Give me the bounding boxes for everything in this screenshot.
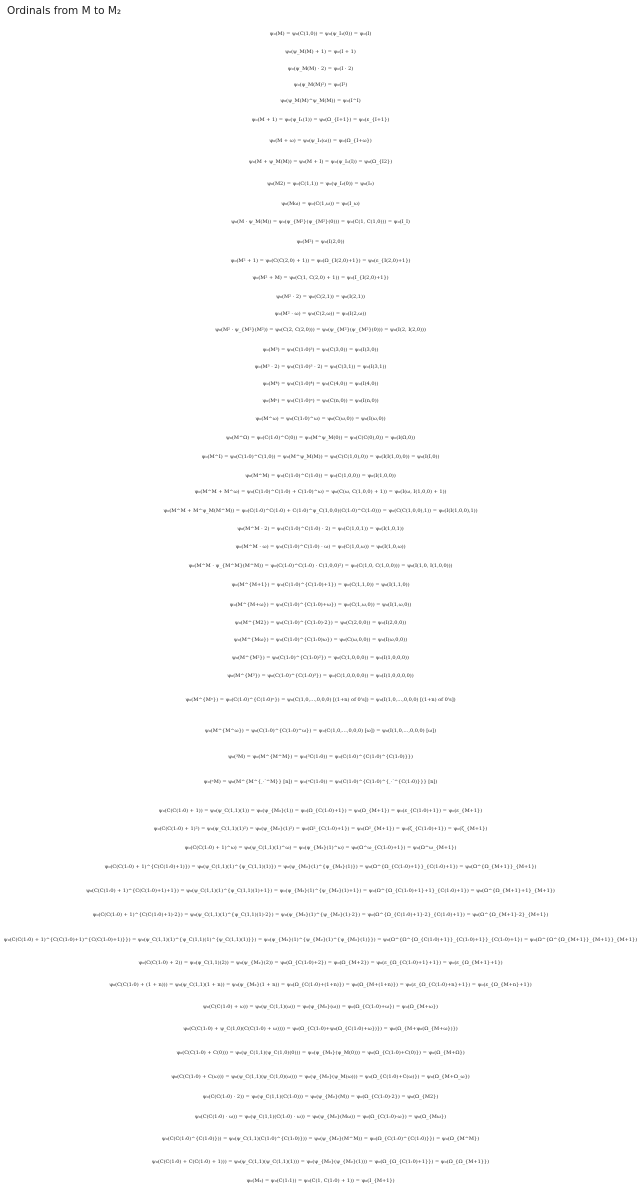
formula-line: ψ₀(M² + M) = ψ₀(C(1, C(2,0) + 1)) = ψ₀(I_{I(2,0)+1}) — [252, 274, 389, 281]
formula-line: ψ₀(M + 1) = ψ₀(ψ_I₁(1)) = ψ₀(Ω_{I+1}) = ψ₀(ε_{I+1}) — [251, 116, 390, 123]
formula-line: ψ₀(M^{M2}) = ψ₀(C(1:0)^{C(1:0)·2}) = ψ₀(C(2,0,0)) = ψ₀(I(2,0,0)) — [234, 619, 407, 626]
formula-line: ψ₀(C(C(1:0) · ω)) = ψ₀(ψ_C(1,1)(C(1:0) · ω)) = ψ₀(ψ_{M₂}(Mω)) = ψ₀(Ω_{C(1:0)·ω}) = ψ₀(Ω_{Mω}) — [194, 1113, 447, 1120]
formula-line: ψ₀(C(C(1:0) + 2)) = ψ₀(ψ_C(1,1)(2)) = ψ₀(ψ_{M₂}(2)) = ψ₀(Ω_{C(1:0)+2}) = ψ₀(Ω_{M+2}) = ψ₀(ε_{Ω_{C(1:0)+1}+1}) = ψ₀(ε_{Ω_{M+1}+1}) — [138, 959, 503, 966]
formula-line: ψ₀(M³) = ψ₀(C(1:0)³) = ψ₀(C(3,0)) = ψ₀(I(3,0)) — [262, 346, 379, 353]
formula-line: ψ₀(C(C(1:0) + (1 + n))) = ψ₀(ψ_C(1,1)(1 + n)) = ψ₀(ψ_{M₂}(1 + n)) = ψ₀(Ω_{C(1:0)+(1+n)}) = ψ₀(Ω_{M+(1+n)}) = ψ₀(ε_{Ω_{C(1:0)+n}+1}) = ψ₀(ε_{Ω_{M+n}+1}) — [109, 981, 532, 988]
formula-line: ψ₀(C(C(1:0) + 1)^{C(C(1:0)+1)+1}) = ψ₀(ψ_C(1,1)(1)^{ψ_C(1,1)(1)+1}) = ψ₀(ψ_{M₂}(1)^{ψ_{M₂}(1)+1}) = ψ₀(Ω^{Ω_{C(1:0)+1}+1}_{C(1:0)+1}) = ψ₀(Ω^{Ω_{M+1}+1}_{M+1}) — [86, 887, 555, 894]
formula-line: ψ₀(M⁴) = ψ₀(C(1:0)⁴) = ψ₀(C(4,0)) = ψ₀(I(4,0)) — [262, 380, 379, 387]
page-title: Ordinals from M to M₂ — [7, 5, 122, 17]
formula-line: ψ₀(M^M) = ψ₀(C(1:0)^C(1:0)) = ψ₀(C(1,0,0)) = ψ₀(I(1,0,0)) — [245, 472, 396, 479]
formula-line: ψ₀(M² + 1) = ψ₀(C(C(2,0) + 1)) = ψ₀(Ω_{I(2,0)+1}) = ψ₀(ε_{I(2,0)+1}) — [230, 257, 411, 264]
formula-line: ψ₀(M^{M+1}) = ψ₀(C(1:0)^{C(1:0)+1}) = ψ₀(C(1,1,0)) = ψ₀(I(1,1,0)) — [231, 581, 410, 588]
formula-line: ψ₀(C(C(1:0) + C(ω))) = ψ₀(ψ_C(1,1)(ψ_C(1,0)(ω))) = ψ₀(ψ_{M₂}(ψ_M(ω))) = ψ₀(Ω_{C(1:0)+C(ω)}) = ψ₀(Ω_{M+Ω_ω}) — [171, 1073, 470, 1080]
formula-line: ψ₀(ⁿM) = ψ₀(M^{M^{⋰^M}} [n]) = ψ₀(ⁿC(1:0)) = ψ₀(C(1:0)^{C(1:0)^{⋰^{C(1:0)}}} [n]) — [203, 778, 438, 785]
formula-line: ψ₀(M² · ω) = ψ₀(C(2,ω)) = ψ₀(I(2,ω)) — [274, 310, 367, 317]
formula-line: ψ₀(M² · 2) = ψ₀(C(2,1)) = ψ₀(I(2,1)) — [276, 293, 365, 300]
formula-line: ψ₀(C(C(1:0) + 1)^{C(C(1:0)+1)}) = ψ₀(ψ_C(1,1)(1)^{ψ_C(1,1)(1)}) = ψ₀(ψ_{M₂}(1)^{ψ_{M₂}(1)}) = ψ₀(Ω^{Ω_{C(1:0)+1}}_{C(1:0)+1}) = ψ₀(Ω^{Ω_{M+1}}_{M+1}) — [104, 863, 537, 870]
formula-line: ψ₀(C(C(1:0) + C(0))) = ψ₀(ψ_C(1,1)(ψ_C(1,0)(0))) = ψ₀(ψ_{M₂}(ψ_M(0))) = ψ₀(Ω_{C(1:0)+C(0)}) = ψ₀(Ω_{M+Ω}) — [176, 1049, 465, 1056]
formula-line: ψ₀(C(C(1:0) + ω)) = ψ₀(ψ_C(1,1)(ω)) = ψ₀(ψ_{M₂}(ω)) = ψ₀(Ω_{C(1:0)+ω}) = ψ₀(Ω_{M+ω}) — [203, 1003, 438, 1010]
formula-line: ψ₀(M^{M+ω}) = ψ₀(C(1:0)^{C(1:0)+ω}) = ψ₀(C(1,ω,0)) = ψ₀(I(1,ω,0)) — [229, 601, 412, 608]
formula-line: ψ₀(M^M + M^ω) = ψ₀(C(1:0)^C(1:0) + C(1:0)^ω) = ψ₀(C(ω, C(1,0,0) + 1)) = ψ₀(I(ω, I(1,0,0) + 1)) — [194, 488, 447, 495]
formula-line: ψ₀(ψ_M(M)^ψ_M(M)) = ψ₀(I^I) — [280, 97, 361, 104]
formula-line: ψ₀(M^{M^ω}) = ψ₀(C(1:0)^{C(1:0)^ω}) = ψ₀(C(1,0,…,0,0,0) [ω]) = ψ₀(I(1,0,…,0,0,0) [ω]) — [204, 727, 437, 734]
formula-line: ψ₀(ψ_M(M) · 2) = ψ₀(I · 2) — [287, 65, 354, 72]
formula-line: ψ₀(Mⁿ) = ψ₀(C(1:0)ⁿ) = ψ₀(C(n,0)) = ψ₀(I(n,0)) — [262, 397, 379, 404]
formula-line: ψ₀(M^{Mω}) = ψ₀(C(1:0)^{C(1:0)ω}) = ψ₀(C(ω,0,0)) = ψ₀(I(ω,0,0)) — [233, 636, 408, 643]
formula-line: ψ₀(M³ · 2) = ψ₀(C(1:0)³ · 2) = ψ₀(C(3,1)) = ψ₀(I(3,1)) — [254, 363, 387, 370]
formula-line: ψ₀(³M) = ψ₀(M^{M^M}) = ψ₀(³C(1:0)) = ψ₀(C(1:0)^{C(1:0)^{C(1:0)}}) — [228, 753, 413, 760]
formula-line: ψ₀(M · ψ_M(M)) = ψ₀(ψ_{M²}(ψ_{M²}(0))) = ψ₀(C(1, C(1,0))) = ψ₀(I_I) — [231, 218, 410, 225]
formula-line: ψ₀(M²) = ψ₀(I(2,0)) — [296, 238, 345, 245]
formula-line: ψ₀(C(C(1:0) + 1)²) = ψ₀(ψ_C(1,1)(1)²) = ψ₀(ψ_{M₂}(1)²) = ψ₀(Ω²_{C(1:0)+1}) = ψ₀(Ω²_{M+1}) = ψ₀(ζ_{C(1:0)+1}) = ψ₀(ζ_{M+1}) — [153, 825, 488, 832]
formula-line: ψ₀(M^Ω) = ψ₀(C(1:0)^C(0)) = ψ₀(M^ψ_M(0)) = ψ₀(C(C(0),0)) = ψ₀(I(Ω,0)) — [225, 434, 416, 441]
formula-line: ψ₀(C(C(1:0) + 1)^{C(C(1:0)+1)·2}) = ψ₀(ψ_C(1,1)(1)^{ψ_C(1,1)(1)·2}) = ψ₀(ψ_{M₂}(1)^{ψ_{M₂}(1)·2}) = ψ₀(Ω^{Ω_{C(1:0)+1}·2}_{C(1:0)+1}) = ψ₀(Ω^{Ω_{M+1}·2}_{M+1}) — [92, 911, 549, 918]
formula-line: ψ₀(ψ_M(M) + 1) = ψ₀(I + 1) — [285, 48, 356, 55]
formula-line: ψ₀(M2) = ψ₀(C(1,1)) = ψ₀(ψ_I₂(0)) = ψ₀(I₂) — [267, 180, 374, 187]
formula-line: ψ₀(M + ψ_M(M)) = ψ₀(M + I) = ψ₀(ψ_I₁(I)) = ψ₀(Ω_{I2}) — [248, 158, 393, 165]
formula-line: ψ₀(C(C(1:0) + 1)^ω) = ψ₀(ψ_C(1,1)(1)^ω) = ψ₀(ψ_{M₂}(1)^ω) = ψ₀(Ω^ω_{C(1:0)+1}) = ψ₀(Ω^ω_{M+1}) — [184, 844, 457, 851]
formula-line: ψ₀(M^{M³}) = ψ₀(C(1:0)^{C(1:0)³}) = ψ₀(C(1,0,0,0,0)) = ψ₀(I(1,0,0,0,0)) — [227, 672, 414, 679]
formula-line: ψ₀(M^M · ψ_{M^M}(M^M)) = ψ₀(C(1:0)^C(1:0) · C(1,0,0)²) = ψ₀(C(1,0, C(1,0,0))) = ψ₀(I(1,0, I(1,0,0))) — [188, 562, 453, 569]
formula-line: ψ₀(M^M · ω) = ψ₀(C(1:0)^C(1:0) · ω) = ψ₀(C(1,0,ω)) = ψ₀(I(1,0,ω)) — [235, 543, 406, 550]
formula-line: ψ₀(M^{Mⁿ}) = ψ₀(C(1:0)^{C(1:0)ⁿ}) = ψ₀(C(1,0,…,0,0,0) [(1+n) of 0's]) = ψ₀(I(1,0,…,0,0,0) [(1+n) of 0's]) — [185, 696, 456, 703]
formula-line: ψ₀(M^M + M^ψ_M(M^M)) = ψ₀(C(1:0)^C(1:0) + C(1:0)^ψ_C(1,0,0)(C(1:0)^C(1:0))) = ψ₀(C(C(1,0,0),1)) = ψ₀(I(I(1,0,0),1)) — [163, 507, 478, 514]
formula-line: ψ₀(C(C(1:0) + 1)^{C(C(1:0)+1)^{C(C(1:0)+1)}}) = ψ₀(ψ_C(1,1)(1)^{ψ_C(1,1)(1)^{ψ_C(1,1)(1)}}) = ψ₀(ψ_{M₂}(1)^{ψ_{M₂}(1)^{ψ_{M₂}(1)}}) = ψ₀(Ω^{Ω^{Ω_{C(1:0)+1}}_{C(1:0)+1}}_{C(1:0)+1}) = ψ₀(Ω^{Ω^{Ω_{M+1}}_{M+1}}_{M+1}) — [3, 936, 638, 943]
formula-line: ψ₀(C(C(1:0) + ψ_C(1,0)(C(C(1:0) + ω)))) = ψ₀(Ω_{C(1:0)+ψ₀(Ω_{C(1:0)+ω})}) = ψ₀(Ω_{M+ψ₀(Ω_{M+ω})}) — [183, 1025, 458, 1032]
formula-line: ψ₀(M^{M²}) = ψ₀(C(1:0)^{C(1:0)²}) = ψ₀(C(1,0,0,0)) = ψ₀(I(1,0,0,0)) — [232, 654, 409, 661]
formula-line: ψ₀(M^M · 2) = ψ₀(C(1:0)^C(1:0) · 2) = ψ₀(C(1,0,1)) = ψ₀(I(1,0,1)) — [237, 525, 404, 532]
formula-line: ψ₀(M₂) = ψ₀(C(1:1)) = ψ₀(C(1, C(1:0) + 1)) = ψ₀(I_{M+1}) — [246, 1177, 395, 1184]
formula-line: ψ₀(C(C(1:0) + 1)) = ψ₀(ψ_C(1,1)(1)) = ψ₀(ψ_{M₂}(1)) = ψ₀(Ω_{C(1:0)+1}) = ψ₀(Ω_{M+1}) = ψ₀(ε_{C(1:0)+1}) = ψ₀(ε_{M+1}) — [158, 807, 483, 814]
formula-line: ψ₀(C(C(1:0)^{C(1:0)})) = ψ₀(ψ_C(1,1)(C(1:0)^{C(1:0)})) = ψ₀(ψ_{M₂}(M^M)) = ψ₀(Ω_{C(1:0)^{C(1:0)}}) = ψ₀(Ω_{M^M}) — [161, 1135, 480, 1142]
formula-line: ψ₀(C(C(1:0) · 2)) = ψ₀(ψ_C(1,1)(C(1:0))) = ψ₀(ψ_{M₂}(M)) = ψ₀(Ω_{C(1:0)·2}) = ψ₀(Ω_{M2}) — [202, 1093, 439, 1100]
formula-line: ψ₀(C(C(1:0) + C(C(1:0) + 1))) = ψ₀(ψ_C(1,1)(ψ_C(1,1)(1))) = ψ₀(ψ_{M₂}(ψ_{M₂}(1))) = ψ₀(Ω_{Ω_{C(1:0)+1}}) = ψ₀(Ω_{Ω_{M+1}}) — [151, 1158, 490, 1165]
formula-line: ψ₀(M) = ψ₀(C(1,0)) = ψ₀(ψ_I₁(0)) = ψ₀(I) — [269, 30, 372, 37]
formula-line: ψ₀(M^ω) = ψ₀(C(1:0)^ω) = ψ₀(C(ω,0)) = ψ₀(I(ω,0)) — [255, 415, 386, 422]
formula-line: ψ₀(ψ_M(M)²) = ψ₀(I²) — [293, 81, 348, 88]
formula-line: ψ₀(Mω) = ψ₀(C(1,ω)) = ψ₀(I_ω) — [281, 200, 360, 207]
formula-line: ψ₀(M^I) = ψ₀(C(1:0)^C(1,0)) = ψ₀(M^ψ_M(M)) = ψ₀(C(C(1,0),0)) = ψ₀(I(I(1,0),0)) = ψ₀(I(I,0)) — [201, 453, 440, 460]
formula-line: ψ₀(M² · ψ_{M²}(M²)) = ψ₀(C(2, C(2,0))) = ψ₀(ψ_{M²}(ψ_{M²}(0))) = ψ₀(I(2, I(2,0))) — [215, 326, 426, 333]
formula-line: ψ₀(M + ω) = ψ₀(ψ_I₁(ω)) = ψ₀(Ω_{I+ω}) — [269, 137, 372, 144]
